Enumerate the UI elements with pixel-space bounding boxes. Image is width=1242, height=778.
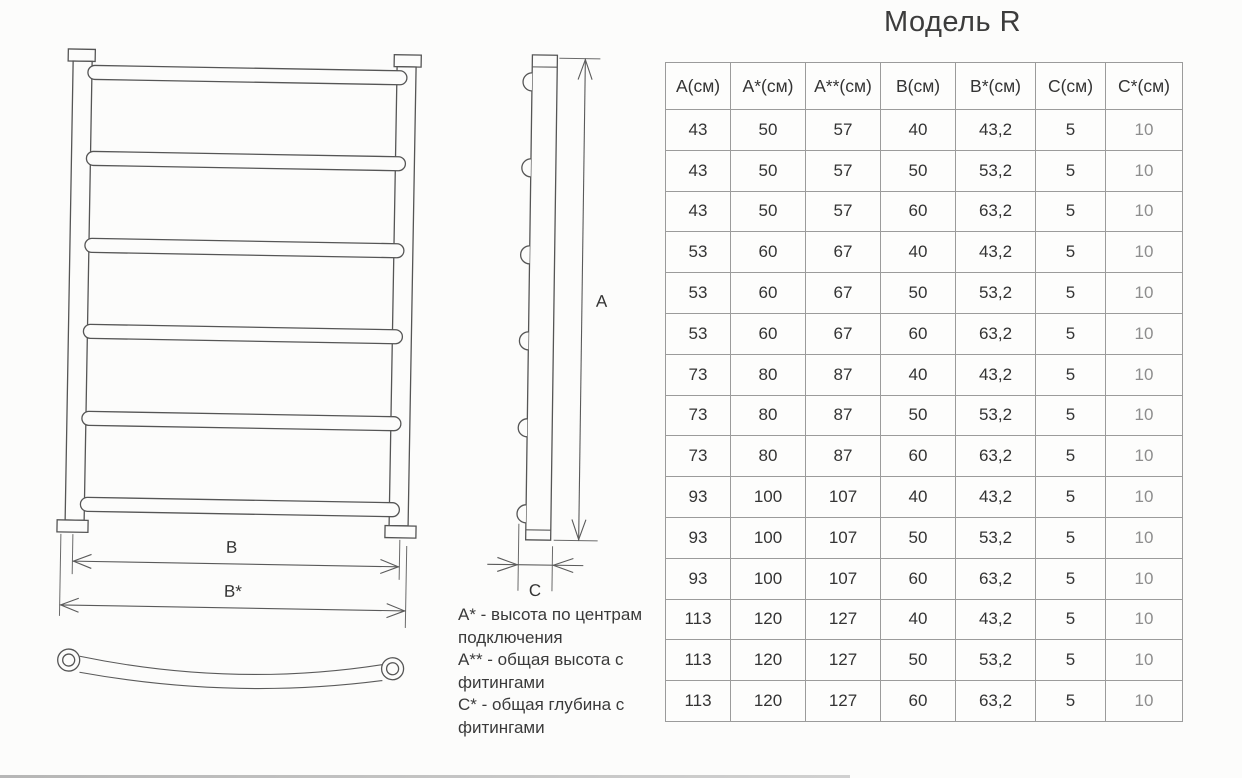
table-cell: 10 <box>1106 599 1183 640</box>
column-header: С*(см) <box>1106 63 1183 110</box>
table-cell: 53 <box>666 273 731 314</box>
table-cell: 43,2 <box>956 110 1036 151</box>
table-cell: 5 <box>1036 110 1106 151</box>
table-cell: 53,2 <box>956 150 1036 191</box>
table-cell: 67 <box>806 232 881 273</box>
table-cell: 5 <box>1036 354 1106 395</box>
rung-stub <box>521 246 530 264</box>
table-cell: 57 <box>806 150 881 191</box>
table-cell: 63,2 <box>956 558 1036 599</box>
table-cell: 57 <box>806 191 881 232</box>
column-header: С(см) <box>1036 63 1106 110</box>
table-cell: 50 <box>881 273 956 314</box>
legend-item-c-star: С* - общая глубина с фитингами <box>458 695 625 737</box>
table-cell: 63,2 <box>956 436 1036 477</box>
table-row <box>666 517 1183 558</box>
table-cell: 10 <box>1106 640 1183 681</box>
column-header: В*(см) <box>956 63 1036 110</box>
table-cell: 53,2 <box>956 273 1036 314</box>
table-cell: 73 <box>666 436 731 477</box>
table-cell: 5 <box>1036 436 1106 477</box>
table-cell: 63,2 <box>956 313 1036 354</box>
table-row <box>666 313 1183 354</box>
table-cell: 87 <box>806 395 881 436</box>
table-cell: 10 <box>1106 436 1183 477</box>
table-cell: 60 <box>731 232 806 273</box>
table-cell: 60 <box>731 273 806 314</box>
dim-c-label: С <box>528 580 542 601</box>
table-row <box>666 558 1183 599</box>
table-cell: 87 <box>806 354 881 395</box>
table-cell: 53,2 <box>956 640 1036 681</box>
table-cell: 5 <box>1036 477 1106 518</box>
right-post-cap <box>394 55 421 67</box>
table-cell: 73 <box>666 354 731 395</box>
table-cell: 43,2 <box>956 599 1036 640</box>
table-cell: 53 <box>666 232 731 273</box>
table-cell: 53,2 <box>956 395 1036 436</box>
table-cell: 10 <box>1106 232 1183 273</box>
column-header: В(см) <box>881 63 956 110</box>
table-row <box>666 150 1183 191</box>
table-cell: 127 <box>806 640 881 681</box>
table-cell: 50 <box>881 517 956 558</box>
table-cell: 10 <box>1106 558 1183 599</box>
table-cell: 127 <box>806 681 881 722</box>
dim-a-label: А <box>595 291 608 311</box>
left-fitting-bore <box>63 654 75 666</box>
table-cell: 93 <box>666 477 731 518</box>
table-cell: 10 <box>1106 150 1183 191</box>
table-cell: 40 <box>881 354 956 395</box>
table-cell: 10 <box>1106 273 1183 314</box>
table-cell: 43 <box>666 191 731 232</box>
table-cell: 10 <box>1106 517 1183 558</box>
rung <box>88 65 407 85</box>
rung-stub <box>522 159 531 177</box>
table-cell: 43,2 <box>956 232 1036 273</box>
table-cell: 5 <box>1036 273 1106 314</box>
table-cell: 40 <box>881 477 956 518</box>
table-row <box>666 232 1183 273</box>
table-cell: 50 <box>731 150 806 191</box>
table-row <box>666 395 1183 436</box>
table-header-row <box>666 63 1183 110</box>
table-row <box>666 640 1183 681</box>
table-cell: 50 <box>881 640 956 681</box>
table-cell: 5 <box>1036 640 1106 681</box>
table-cell: 60 <box>731 313 806 354</box>
table-cell: 5 <box>1036 517 1106 558</box>
legend-item-a-2star: А** - общая высота с фитингами <box>458 650 624 692</box>
table-cell: 10 <box>1106 313 1183 354</box>
table-cell: 107 <box>806 558 881 599</box>
table-cell: 93 <box>666 517 731 558</box>
table-cell: 10 <box>1106 354 1183 395</box>
table-cell: 50 <box>881 395 956 436</box>
rung-stub <box>517 505 526 523</box>
table-cell: 5 <box>1036 150 1106 191</box>
table-cell: 5 <box>1036 191 1106 232</box>
table-cell: 53,2 <box>956 517 1036 558</box>
table-cell: 40 <box>881 110 956 151</box>
table-cell: 10 <box>1106 191 1183 232</box>
table-cell: 63,2 <box>956 681 1036 722</box>
table-cell: 43,2 <box>956 477 1036 518</box>
table-cell: 63,2 <box>956 191 1036 232</box>
table-cell: 60 <box>881 191 956 232</box>
left-post-bracket <box>57 520 88 533</box>
right-post-bracket <box>385 526 416 539</box>
table-cell: 120 <box>731 640 806 681</box>
dimension-a <box>553 58 612 541</box>
rung <box>80 497 399 517</box>
dimensions-table <box>665 62 1183 722</box>
rung-stub <box>518 419 527 437</box>
table-cell: 10 <box>1106 395 1183 436</box>
column-header: А(см) <box>666 63 731 110</box>
table-cell: 73 <box>666 395 731 436</box>
table-cell: 57 <box>806 110 881 151</box>
table-cell: 40 <box>881 599 956 640</box>
rung <box>85 238 404 258</box>
table-cell: 107 <box>806 477 881 518</box>
table-cell: 113 <box>666 599 731 640</box>
table-cell: 40 <box>881 232 956 273</box>
curved-tube-bottom-edge <box>79 672 382 691</box>
table-cell: 87 <box>806 436 881 477</box>
curved-rung-top-view <box>57 649 404 691</box>
table-cell: 50 <box>881 150 956 191</box>
dimension-b <box>72 534 400 580</box>
table-cell: 43 <box>666 150 731 191</box>
table-cell: 50 <box>731 191 806 232</box>
left-post-cap <box>68 49 95 61</box>
column-header: А**(см) <box>806 63 881 110</box>
towel-rail-front-view <box>54 49 424 691</box>
dim-b-star-label: В* <box>223 581 243 602</box>
table-cell: 113 <box>666 681 731 722</box>
curved-tube-top-edge <box>79 656 382 677</box>
table-cell: 60 <box>881 681 956 722</box>
table-cell: 120 <box>731 599 806 640</box>
column-header: А*(см) <box>731 63 806 110</box>
table-cell: 5 <box>1036 232 1106 273</box>
legend <box>458 604 678 739</box>
table-cell: 5 <box>1036 681 1106 722</box>
table-row <box>666 273 1183 314</box>
table-cell: 113 <box>666 640 731 681</box>
right-fitting-bore <box>386 663 398 675</box>
table-cell: 5 <box>1036 599 1106 640</box>
table-row <box>666 354 1183 395</box>
table-row <box>666 110 1183 151</box>
left-post <box>65 61 92 520</box>
table-cell: 43 <box>666 110 731 151</box>
right-post <box>389 67 416 526</box>
table-row <box>666 191 1183 232</box>
table-cell: 100 <box>731 517 806 558</box>
side-post <box>526 55 558 540</box>
rung <box>82 411 401 431</box>
table-cell: 67 <box>806 273 881 314</box>
table-cell: 60 <box>881 313 956 354</box>
rung-stub <box>519 332 528 350</box>
table-cell: 43,2 <box>956 354 1036 395</box>
table-cell: 93 <box>666 558 731 599</box>
legend-item-a-star: А* - высота по центрам подключения <box>458 605 643 647</box>
towel-rail-side-view <box>487 54 612 601</box>
table-cell: 80 <box>731 436 806 477</box>
table-cell: 100 <box>731 477 806 518</box>
table-cell: 5 <box>1036 395 1106 436</box>
dim-b-label: В <box>225 537 238 557</box>
table-cell: 60 <box>881 558 956 599</box>
table-cell: 10 <box>1106 110 1183 151</box>
table-row <box>666 599 1183 640</box>
table-cell: 53 <box>666 313 731 354</box>
table-cell: 10 <box>1106 477 1183 518</box>
table-cell: 127 <box>806 599 881 640</box>
table-cell: 80 <box>731 395 806 436</box>
rung <box>86 151 405 171</box>
table-row <box>666 681 1183 722</box>
table-cell: 80 <box>731 354 806 395</box>
table-cell: 67 <box>806 313 881 354</box>
table-cell: 60 <box>881 436 956 477</box>
table-cell: 100 <box>731 558 806 599</box>
table-cell: 5 <box>1036 313 1106 354</box>
page-title: Модель R <box>884 6 1022 38</box>
table-cell: 10 <box>1106 681 1183 722</box>
table-cell: 107 <box>806 517 881 558</box>
table-cell: 5 <box>1036 558 1106 599</box>
rung <box>83 324 402 344</box>
rung-stub <box>523 73 532 91</box>
table-row <box>666 477 1183 518</box>
table-cell: 120 <box>731 681 806 722</box>
table-cell: 50 <box>731 110 806 151</box>
table-row <box>666 436 1183 477</box>
